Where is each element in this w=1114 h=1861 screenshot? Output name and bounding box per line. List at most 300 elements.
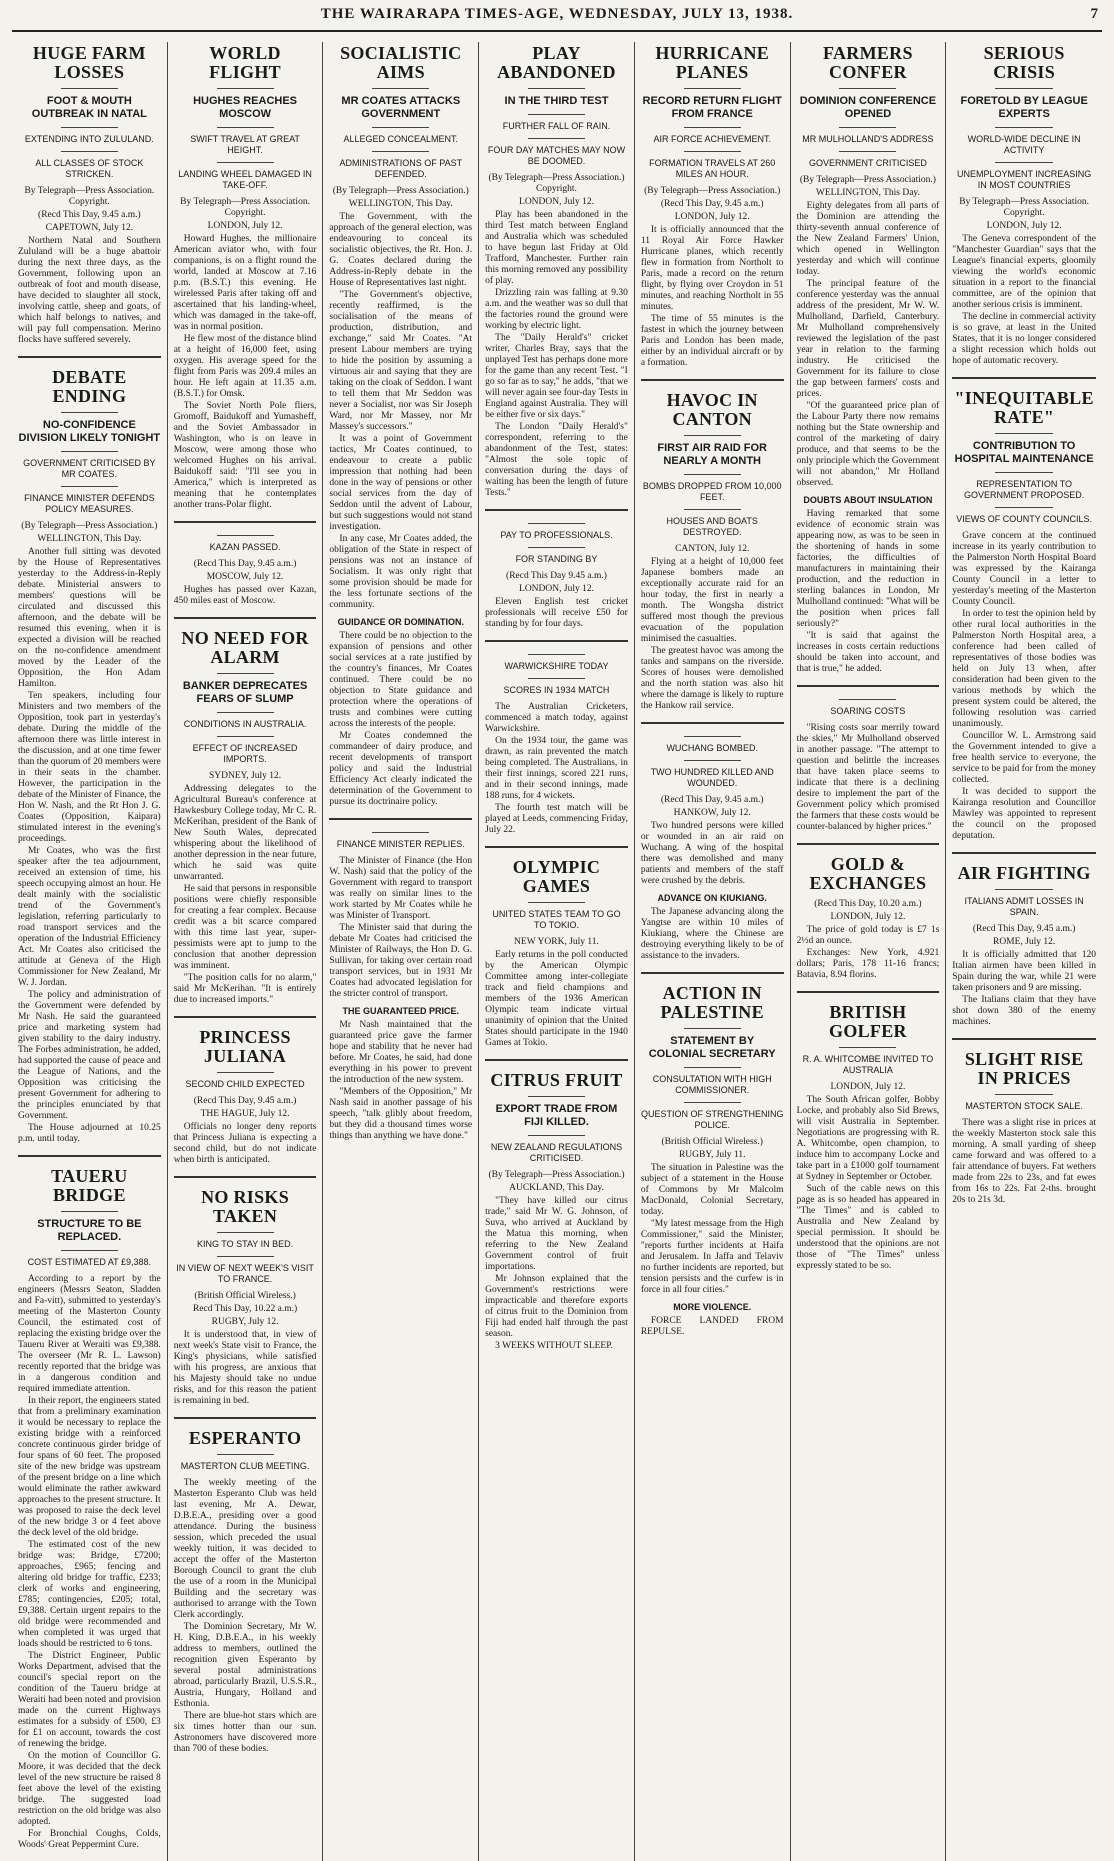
article-deck: MR COATES ATTACKS GOVERNMENT xyxy=(341,95,461,120)
headline-rule xyxy=(684,435,741,436)
paragraph: "The position calls for no alarm," said Mr McKerihan. "It is entirely due to increased imports." xyxy=(173,973,317,1005)
article-body xyxy=(329,212,472,808)
paragraph: Eleven English test cricket professionals will receive £50 for standing by for four days. xyxy=(485,597,628,629)
paragraph: Drizzling rain was falling at 9.30 a.m. and the weather was so dull that the factories round the ground were working by electric light. xyxy=(485,288,628,331)
article-body xyxy=(952,531,1096,842)
article-headline: PRINCESS JULIANA xyxy=(199,1027,291,1066)
subdeck-rule xyxy=(372,127,429,128)
article xyxy=(952,1038,1096,1206)
paragraph: Grave concern at the continued increase in its yearly contribution to the Palmerston North Hospital Board was expressed by the Kairanga County Council in a letter to yesterday's meeting of the Masterton County Council. xyxy=(952,531,1096,607)
subdeck-rule xyxy=(372,151,429,152)
subdeck-rule xyxy=(839,1047,896,1048)
paragraph: The greatest havoc was among the tanks and sampans on the riverside. Scores of houses were demolished and the north station was also hit where the damage is likely to rupture the Hankow rail service. xyxy=(640,646,784,711)
article-headline: SERIOUS CRISIS xyxy=(983,43,1065,82)
paragraph: Having remarked that some evidence of economic strain was appearing now, as was to be seen in the shortening of hands in some factories, the difficulties of manufacturers in maintaining their production, and the reduction in sterling balances in London, Mr Mulholland continued: "What will be the position when prices fall seriously?" xyxy=(796,509,940,629)
article-headline: GOLD & EXCHANGES xyxy=(809,854,927,893)
article xyxy=(641,44,784,369)
article xyxy=(641,722,784,962)
article-dateline: AUCKLAND, This Day. xyxy=(509,1183,604,1193)
column-5 xyxy=(635,42,791,1861)
article-subdeck: SCORES IN 1934 MATCH xyxy=(503,685,610,695)
article-dateline: By Telegraph—Press Association. Copyright. xyxy=(24,186,155,207)
article-subdeck: AIR FORCE ACHIEVEMENT. xyxy=(653,134,771,144)
article-subdeck: MASTERTON STOCK SALE. xyxy=(965,1101,1083,1111)
subdeck-rule xyxy=(217,162,274,163)
subdeck-rule xyxy=(217,712,274,713)
article-dateline: (By Telegraph—Press Association.) xyxy=(488,1170,625,1180)
headline-rule xyxy=(995,433,1052,434)
article-dateline: (Recd This Day, 10.20 a.m.) xyxy=(814,899,922,909)
subdeck-rule xyxy=(684,1102,741,1103)
article-body xyxy=(797,1095,940,1272)
article xyxy=(485,44,628,499)
paragraph: Hughes has passed over Kazan, 450 miles east of Moscow. xyxy=(173,585,317,606)
article-headline: NO RISKS TAKEN xyxy=(201,1187,290,1226)
article-subdeck: CONSULTATION WITH HIGH COMMISSIONER. xyxy=(652,1074,772,1095)
article-headline: WORLD FLIGHT xyxy=(209,43,281,82)
article-subdeck: WARWICKSHIRE TODAY xyxy=(504,661,609,671)
article-body xyxy=(797,201,940,675)
paragraph: Another full sitting was devoted by the House of Representatives yesterday to the Address-in-Reply debate. Ministerial answers to members' questions will be circulated and discussed this afternoon, and the debate will be resumed this evening, when it is expected a division will be reached on the no-confidence amendment moved by the Leader of the Opposition, the Hon Adam Hamilton. xyxy=(18,547,161,689)
article-body xyxy=(174,1122,317,1166)
article-headline: FARMERS CONFER xyxy=(823,43,913,82)
article-deck: RECORD RETURN FLIGHT FROM FRANCE xyxy=(642,95,782,120)
article-subdeck: TWO HUNDRED KILLED AND WOUNDED. xyxy=(650,767,774,788)
article-dateline: WELLINGTON, This Day. xyxy=(815,188,920,198)
article-subdeck: KAZAN PASSED. xyxy=(209,542,281,552)
article-headline: TAUERU BRIDGE xyxy=(51,1166,128,1205)
article-dateline: HANKOW, July 12. xyxy=(673,808,751,818)
article xyxy=(485,1059,628,1352)
subdeck-rule xyxy=(684,1067,741,1068)
article-dateline: (Recd This Day, 9.45 a.m.) xyxy=(972,924,1076,934)
subdeck-rule xyxy=(839,151,896,152)
paragraph: Eighty delegates from all parts of the Dominion are attending the thirty-seventh annual conference of the New Zealand Farmers' Union, which opened in Wellington yesterday and which will continue today. xyxy=(796,201,940,277)
article-dateline: RUGBY, July 12. xyxy=(211,1317,279,1327)
paragraph: The South African golfer, Bobby Locke, and probably also Sid Brews, will visit Australia in September. Negotiations are progressing with R. A. Whitcombe, open champion, to induce him to accompany Locke and take part in a £1000 golf tournament at Sydney in September or October. xyxy=(796,1095,940,1182)
paragraph: The District Engineer, Public Works Department, advised that the council's special report on the condition of the Taueru bridge at Weraiti had been noted and provision made on the current Highways estimates for a subsidy of £500, £3 for £1 on account, towards the cost of renewing the bridge. xyxy=(18,1651,161,1749)
subdeck-rule xyxy=(995,507,1052,508)
paragraph: 3 WEEKS WITHOUT SLEEP. xyxy=(495,1341,613,1351)
paragraph: Early returns in the poll conducted by the American Olympic Committee among inter-collegiate track and field champions and members of the 1936 American Olympic team indicate virtual unanimity of opinion that the United States should participate in the 1940 Games at Tokio. xyxy=(485,950,628,1048)
paragraph: The London "Daily Herald's" correspondent, referring to the abandonment of the Test, states: "Almost the sole topic of conversation during the days of waiting has been the length of future Tests." xyxy=(485,422,628,498)
article-body xyxy=(485,950,628,1049)
paragraph: "The Government's objective, recently reaffirmed, is the socialisation of the means of production, distribution, and exchange," said Mr Coates. "At present Labour members are trying to hide the position by assuming a virtuous air and saying that they are taking on the cloak of Seddon. I want to tell them that Mr Seddon was never a Socialist, nor was Sir Joseph Ward, nor Mr Massey, nor Mr Massey's successors." xyxy=(329,290,473,432)
article xyxy=(18,1155,161,1851)
article-headline: ACTION IN PALESTINE xyxy=(660,983,764,1022)
subdeck-rule xyxy=(995,889,1052,890)
article xyxy=(174,617,317,1006)
article-subdeck: VIEWS OF COUNTY COUNCILS. xyxy=(956,514,1093,524)
article-subdeck: COST ESTIMATED AT £9,388. xyxy=(27,1257,152,1267)
article xyxy=(329,44,472,808)
headline-rule xyxy=(528,88,585,89)
paragraph: The time of 55 minutes is the fastest in which the journey between Paris and London has been made, either by an individual aircraft or by a formation. xyxy=(640,314,784,368)
subdeck-rule xyxy=(217,1256,274,1257)
subdeck-rule xyxy=(61,127,118,128)
paragraph: There could be no objection to the expansion of pensions and other social services at a rate justified by the country's finances, Mr Coates continued. There could be no objection to State guidance and protection where the operations of trusts and combines were cutting across the interests of the people. xyxy=(329,631,473,729)
article-headline: NO NEED FOR ALARM xyxy=(181,628,309,667)
masthead xyxy=(12,6,1102,32)
paragraph: The weekly meeting of the Masterton Esperanto Club was held last evening, Mr A. Dewar, D.B.E.A., presiding over a good attendance. During the business session, which preceded the usual weekly tuition, it was decided to accept the offer of the Masterton Borough Council to grant the club the use of a room in the Municipal Building and the secretary was authorised to arrange with the Town Clerk accordingly. xyxy=(173,1478,317,1620)
article xyxy=(797,991,940,1272)
subdeck-rule xyxy=(528,138,585,139)
article-subdeck: REPRESENTATION TO GOVERNMENT PROPOSED. xyxy=(963,479,1085,500)
headline-rule xyxy=(684,1028,741,1029)
column-2 xyxy=(168,42,324,1861)
article-dateline: SYDNEY, July 12. xyxy=(208,771,282,781)
article-body xyxy=(952,950,1096,1028)
paragraph: It is understood that, in view of next week's State visit to France, the King's physicians, while satisfied with his progress, are anxious that his Majesty should take no undue risks, and for this reason the patient is remaining in bed. xyxy=(173,1330,317,1406)
paragraph: Addressing delegates to the Agricultural Bureau's conference at Hawkesbury College today, Mr C. R. McKerihan, president of the Bank of New South Wales, deprecated whispering about the likelihood of another depression in the near future, which he said was quite unwarranted. xyxy=(173,784,317,882)
article-dateline: MOSCOW, July 12. xyxy=(206,572,284,582)
article-deck: IN THE THIRD TEST xyxy=(504,95,609,107)
paragraph: "They have killed our citrus trade," said Mr W. G. Johnson, of Suva, who arrived at Auckland by the Matua this morning, when referring to the New Zealand Government control of fruit importations. xyxy=(485,1196,628,1272)
paragraph: The House adjourned at 10.25 p.m. until today. xyxy=(18,1123,161,1144)
subdeck-rule xyxy=(684,127,741,128)
article-subdeck: WUCHANG BOMBED. xyxy=(666,743,758,753)
article-dateline: (Recd This Day, 9.45 a.m.) xyxy=(660,795,764,805)
article-headline: HAVOC IN CANTON xyxy=(666,390,758,429)
paragraph: On the 1934 tour, the game was drawn, as rain prevented the match being completed. The Australians, in their first innings, scored 221 runs, and in their second innings, made 188 runs, for 4 wickets. xyxy=(485,736,628,801)
article-deck: STRUCTURE TO BE REPLACED. xyxy=(37,1218,142,1243)
article-dateline: By Telegraph—Press Association. Copyright. xyxy=(180,197,310,218)
article-body xyxy=(641,1163,784,1338)
paragraph: "Of the guaranteed price plan of the Labour Party there now remains nothing but the State ownership and control of the marketing of dairy produce, and that seems to be the only principle which the Government will not abandon," Mr Holland observed. xyxy=(796,401,940,488)
subdeck-rule xyxy=(995,472,1052,473)
article-body xyxy=(485,210,628,499)
article-body xyxy=(174,234,317,511)
article xyxy=(18,44,161,346)
subdeck-rule xyxy=(839,127,896,128)
article-subdeck: WORLD-WIDE DECLINE IN ACTIVITY xyxy=(967,134,1081,155)
headline-rule xyxy=(217,673,274,674)
article-subdeck: ITALIANS ADMIT LOSSES IN SPAIN. xyxy=(964,896,1084,917)
subdeck-rule xyxy=(528,678,585,679)
article-body xyxy=(485,597,628,630)
subdeck-rule xyxy=(372,832,429,833)
article-dateline: (Recd This Day, 9.45 a.m.) xyxy=(38,210,141,220)
paragraph: The Japanese advancing along the Yangtse are within 10 miles of Kiukiang, where the Chinese are destroying everything likely to be of assistance to the invaders. xyxy=(640,907,784,961)
paragraph: Play has been abandoned in the third Test match between England and Australia which was scheduled to have begun last Friday at Old Trafford, Manchester. Further rain this morning removed any possibility of play. xyxy=(485,210,628,286)
paragraph: Mr Coates, who was the first speaker after the tea adjournment, received an extension of time, his speech occupying almost an hour. He dealt mainly with the socialistic trend of the Government's legislation, referring particularly to road transport services and the operation of the Industrial Efficiency Act. Mr Coates also criticised the attitude at Geneva of the High Commissioner for New Zealand, Mr W. J. Jordan. xyxy=(18,846,161,988)
article-deck: NO-CONFIDENCE DIVISION LIKELY TONIGHT xyxy=(18,419,161,444)
article-headline: PLAY ABANDONED xyxy=(497,43,616,82)
article-headline: ESPERANTO xyxy=(188,1428,302,1448)
subdeck-rule xyxy=(684,760,741,761)
paragraph: "It is said that against the increases in costs certain reductions should be taken into account, and that is true," he added. xyxy=(796,631,940,674)
article xyxy=(329,818,472,1142)
subdeck-rule xyxy=(217,1232,274,1233)
subdeck-rule xyxy=(217,736,274,737)
paragraph: It is officially announced that the 11 Royal Air Force Hawker Hurricane planes, which recently flew in formation from Northolt to Paris, made a record on the return flight, by flying over Croydon in 51 minutes, and reaching Northolt in 55 minutes. xyxy=(640,225,784,312)
subdeck-rule xyxy=(995,162,1052,163)
article-subdeck: ADMINISTRATIONS OF PAST DEFENDED. xyxy=(339,158,463,179)
article-subdeck: FINANCE MINISTER REPLIES. xyxy=(336,839,465,849)
column-3 xyxy=(323,42,479,1861)
subdeck-rule xyxy=(995,127,1052,128)
paragraph: Northern Natal and Southern Zululand will be a huge abattoir during the next three days, as the Government, following upon an outbreak of foot and mouth disease, have decided to slaughter all stock, involving cattle, sheep and goats, of which half belongs to natives, and will pay full compensation. Merino flocks have suffered severely. xyxy=(18,236,161,345)
subdeck-rule xyxy=(684,736,741,737)
article-dateline: WELLINGTON, This Day. xyxy=(348,199,453,209)
paragraph: The Italians claim that they have shot down 380 of the enemy machines. xyxy=(952,995,1096,1027)
article-deck: STATEMENT BY COLONIAL SECRETARY xyxy=(648,1035,776,1060)
article xyxy=(174,1176,317,1407)
subdeck-rule xyxy=(61,151,118,152)
article-dateline: (Recd This Day, 9.45 a.m.) xyxy=(193,559,297,569)
article-dateline: LONDON, July 12. xyxy=(519,197,594,207)
article-dateline: NEW YORK, July 11. xyxy=(514,937,599,947)
article-deck: DOMINION CONFERENCE OPENED xyxy=(799,95,937,120)
article-dateline: LONDON, July 12. xyxy=(207,221,283,231)
article xyxy=(641,379,784,712)
paragraph: There was a slight rise in prices at the weekly Masterton stock sale this morning. A small yarding of sheep came forward and was offered to a fair attendance of buyers. Fat wethers made from 22s to 23s, and fat ewes from 16s to 22s. Fat 2-ths. brought 20s to 21s 3d. xyxy=(952,1118,1096,1205)
subdeck-rule xyxy=(217,127,274,128)
article xyxy=(174,1417,317,1755)
paragraph: The Minister of Finance (the Hon W. Nash) said that the policy of the Government with regard to transport was really on similar lines to the work started by Mr Coates while he was Minister of Transport. xyxy=(329,856,473,921)
paragraph: The Minister said that during the debate Mr Coates had criticised the Minister of Railways, the Hon D. G. Sullivan, for taking over certain road transport services, but in 1931 Mr Coates had advocated legislation for the stricter control of transport. xyxy=(329,923,473,999)
paragraph: According to a report by the engineers (Messrs Seaton, Sladden and Fa-vitt), submitted to yesterday's meeting of the Masterton County Council, the estimated cost of replacing the existing bridge over the Taueru River at Weraiti was £9,388. The overseer (Mr R. L. Lawson) recently reported that the bridge was in a dangerous condition and required immediate attention. xyxy=(18,1274,161,1394)
article-body xyxy=(174,1330,317,1407)
paragraph: In order to test the opinion held by other rural local authorities in the Palmerston North Hospital area, a conference had been called of representatives of those bodies was held on July 13 when, after consideration had been given to the various methods by which the present system could be altered, the following resolution was carried unanimously. xyxy=(952,609,1096,729)
article-subdeck: MR MULHOLLAND'S ADDRESS xyxy=(802,134,934,144)
paragraph: The fourth test match will be played at Leeds, commencing Friday, July 22. xyxy=(485,803,628,835)
headline-rule xyxy=(61,1211,118,1212)
article-dateline: WELLINGTON, This Day. xyxy=(37,534,142,544)
article-dateline: THE HAGUE, July 12. xyxy=(200,1109,290,1119)
article-headline: SLIGHT RISE IN PRICES xyxy=(964,1049,1084,1088)
article-headline: SOCIALISTIC AIMS xyxy=(340,43,462,82)
page-number: 7 xyxy=(1090,6,1098,22)
article-dateline: (Recd This Day, 9.45 a.m.) xyxy=(660,199,764,209)
subdeck-rule xyxy=(528,1135,585,1136)
headline-rule xyxy=(684,88,741,89)
paragraph: Mr Nash maintained that the guaranteed price gave the farmer hope and stability that he never had before. Mr Coates, he said, had done everything in his power to prevent the introduction of the new system. xyxy=(329,1020,473,1085)
article-subdeck: R. A. WHITCOMBE INVITED TO AUSTRALIA xyxy=(802,1054,934,1075)
article-body xyxy=(18,547,161,1145)
article xyxy=(952,852,1096,1028)
paragraph: The Geneva correspondent of the "Manchester Guardian" says that the League's financial experts, gloomily viewing the world's economic situation in a report to the financial committee, are of the opinion that another serious crisis is imminent. xyxy=(952,234,1096,310)
article-dateline: (By Telegraph—Press Association.) xyxy=(799,175,936,185)
article xyxy=(485,846,628,1049)
article-subdeck: FINANCE MINISTER DEFENDS POLICY MEASURES. xyxy=(24,493,155,514)
column-4 xyxy=(479,42,635,1861)
crosshead: DOUBTS ABOUT INSULATION xyxy=(803,495,933,505)
masthead-title: THE WAIRARAPA TIMES-AGE, WEDNESDAY, JULY 13, 1938. xyxy=(320,6,794,22)
column-7 xyxy=(946,42,1102,1861)
article-deck: FOOT & MOUTH OUTBREAK IN NATAL xyxy=(31,95,147,120)
headline-rule xyxy=(372,88,429,89)
article-subdeck: QUESTION OF STRENGTHENING POLICE. xyxy=(640,1109,784,1130)
article-subdeck: MASTERTON CLUB MEETING. xyxy=(180,1461,310,1471)
article-subdeck: SWIFT TRAVEL AT GREAT HEIGHT. xyxy=(190,134,300,155)
paragraph: FORCE LANDED FROM REPULSE. xyxy=(640,1316,784,1337)
paragraph: Howard Hughes, the millionaire American aviator who, with four companions, is on a flight round the world, landed at Moscow at 7.16 p.m. (B.S.T.) this evening. He wirelessed Paris after taking off and ascertained that his landing-wheel, which was damaged in the take-off, was in normal position. xyxy=(173,234,317,332)
article-body xyxy=(485,1196,628,1352)
article xyxy=(952,44,1096,367)
article-subdeck: EFFECT OF INCREASED IMPORTS. xyxy=(192,743,298,764)
article-headline: OLYMPIC GAMES xyxy=(512,857,601,896)
paragraph: It is officially admitted that 120 Italian airmen have been killed in Spain during the war, while 21 were taken prisoners and 9 are missing. xyxy=(952,950,1096,993)
headline-rule xyxy=(61,412,118,413)
subdeck-rule xyxy=(217,535,274,536)
subdeck-rule xyxy=(528,547,585,548)
paragraph: It was a point of Government tactics, Mr Coates continued, to endeavour to create a public impression that nothing had been done in the way of pensions or other social services from the day of Seddon until the advent of Labour, but such suggestions would not stand investigation. xyxy=(329,434,473,532)
article-subdeck: UNEMPLOYMENT INCREASING IN MOST COUNTRIES xyxy=(956,169,1092,190)
article xyxy=(641,972,784,1338)
article-subdeck: UNITED STATES TEAM TO GO TO TOKIO. xyxy=(492,909,621,930)
article-dateline: LONDON, July 12. xyxy=(830,912,906,922)
subdeck-rule xyxy=(684,474,741,475)
article-subdeck: ALL CLASSES OF STOCK STRICKEN. xyxy=(35,158,144,179)
article-headline: HURRICANE PLANES xyxy=(655,43,770,82)
article xyxy=(174,521,317,607)
article-body xyxy=(641,821,784,962)
article-dateline: By Telegraph—Press Association. Copyright. xyxy=(959,197,1090,218)
article xyxy=(485,640,628,836)
paragraph: On the motion of Councillor G. Moore, it was decided that the deck level of the new structure be raised 8 feet above the level of the existing bridge. The suggested load restriction on the old bridge was also adopted. xyxy=(18,1751,161,1827)
paragraph: The Government, with the approach of the general election, was endeavouring to conceal its socialistic objectives, the Rt. Hon. J. G. Coates declared during the Address-in-Reply debate in the House of Representatives last night. xyxy=(329,212,473,288)
paragraph: The Australian Cricketers, commenced a match today, against Warwickshire. xyxy=(485,702,628,734)
article-subdeck: FOR STANDING BY xyxy=(515,554,598,564)
article-dateline: (British Official Wireless.) xyxy=(194,1291,296,1301)
subdeck-rule xyxy=(217,1454,274,1455)
article-body xyxy=(641,225,784,369)
paragraph: Councillor W. L. Armstrong said the Government intended to give a free health service to everyone, the service to be paid for from the money collected. xyxy=(952,731,1096,785)
article-dateline: (British Official Wireless.) xyxy=(661,1137,763,1147)
article-dateline: LONDON, July 12. xyxy=(986,221,1062,231)
paragraph: He said that persons in responsible positions were chiefly responsible for creating a fear complex. Because credit was a bit scarce compared with this time last year, super-pessimists were apt to jump to the conclusion that another depression was imminent. xyxy=(173,884,317,971)
article-deck: FIRST AIR RAID FOR NEARLY A MONTH xyxy=(657,442,767,467)
paragraph: Officials no longer deny reports that Princess Juliana is expecting a second child, but do not indicate when birth is anticipated. xyxy=(173,1122,317,1165)
subdeck-rule xyxy=(528,114,585,115)
article-dateline: (Recd This Day 9.45 a.m.) xyxy=(506,571,607,581)
article-dateline: RUGBY, July 11. xyxy=(678,1150,746,1160)
article-deck: HUGHES REACHES MOSCOW xyxy=(193,95,298,120)
article xyxy=(18,356,161,1145)
headline-rule xyxy=(61,88,118,89)
article-subdeck: KING TO STAY IN BED. xyxy=(196,1239,294,1249)
paragraph: The situation in Palestine was the subject of a statement in the House of Commons by Mr Malcolm MacDonald, Colonial Secretary, today. xyxy=(640,1163,784,1217)
paragraph: The estimated cost of the new bridge was: Bridge, £7200; approaches, £965; fencing and altering old bridge for traffic, £233; clerk of works and engineering, £785; contingencies, £205; total, £9,388. Certain urgent repairs to the old bridge were recommended and when completed it was urged that loads should be restricted to 6 tons. xyxy=(18,1540,161,1649)
columns xyxy=(12,42,1102,1850)
article-dateline: LONDON, July 12. xyxy=(519,584,594,594)
paragraph: Such of the cable news on this page as is so headed has appeared in "The Times" and is cabled to Australia and New Zealand by special permission. It should be understood that the opinions are not those of "The Times" unless expressly stated to be so. xyxy=(796,1184,940,1271)
article xyxy=(174,44,317,511)
paragraph: The policy and administration of the Government were defended by Mr Nash. He said the guaranteed price and marketing system had given stability to the dairy industry. The Forbes administration, he added, had supported the cause of peace and the League of Nations, and the Opposition was criticising the present Government for adhering to the principles enunciated by that Government. xyxy=(18,990,161,1121)
article xyxy=(797,843,940,981)
article-body xyxy=(174,585,317,607)
article-subdeck: GOVERNMENT CRITICISED xyxy=(809,158,927,168)
article-dateline: (By Telegraph—Press Association.) xyxy=(21,521,158,531)
article-subdeck: ALLEGED CONCEALMENT. xyxy=(343,134,459,144)
article-body xyxy=(797,925,940,981)
article-body xyxy=(952,1118,1096,1206)
article-deck: FORETOLD BY LEAGUE EXPERTS xyxy=(960,95,1088,120)
article-subdeck: HOUSES AND BOATS DESTROYED. xyxy=(666,516,758,537)
article-body xyxy=(174,1478,317,1755)
article-subdeck: GOVERNMENT CRITICISED BY MR COATES. xyxy=(23,458,156,479)
article-dateline: (By Telegraph—Press Association.) xyxy=(332,186,469,196)
article-subdeck: BOMBS DROPPED FROM 10,000 FEET. xyxy=(642,481,782,502)
article-subdeck: EXTENDING INTO ZULULAND. xyxy=(24,134,154,144)
column-6 xyxy=(791,42,947,1861)
article-body xyxy=(18,1274,161,1851)
article-subdeck: FOUR DAY MATCHES MAY NOW BE DOOMED. xyxy=(487,145,626,166)
subdeck-rule xyxy=(995,1094,1052,1095)
paragraph: Flying at a height of 10,000 feet Japanese bombers made an exceptionally accurate raid for an hour today, the first in nearly a month. The Wongsha district suffered most though the previous evacuation of the population minimised the casualties. xyxy=(640,557,784,644)
paragraph: Two hundred persons were killed or wounded in an air raid on Wuchang. A wing of the hospital there was demolished and many patients and members of the staff were crushed by the debris. xyxy=(640,821,784,886)
article-dateline: (By Telegraph—Press Association.) Copyright. xyxy=(488,173,625,194)
paragraph: Mr Coates condemned the commandeer of dairy produce, and recent developments of transport policy and said the Industrial Efficiency Act clearly indicated the determination of the Government to pursue its doctrinaire policy. xyxy=(329,731,473,807)
paragraph: The price of gold today is £7 1s 2½d an ounce. xyxy=(796,925,940,946)
article-subdeck: NEW ZEALAND REGULATIONS CRITICISED. xyxy=(490,1142,623,1163)
article xyxy=(485,509,628,630)
article-headline: "INEQUITABLE RATE" xyxy=(954,388,1094,427)
article-subdeck: SOARING COSTS xyxy=(830,706,906,716)
paragraph: "Members of the Opposition," Mr Nash said in another passage of his speech, "talk glibly about freedom, but they did a thousand times worse things than anything we have done." xyxy=(329,1087,473,1141)
article xyxy=(174,1016,317,1166)
article-headline: HUGE FARM LOSSES xyxy=(32,43,146,82)
article-body xyxy=(329,856,472,1142)
article-deck: CONTRIBUTION TO HOSPITAL MAINTENANCE xyxy=(954,440,1094,465)
article-dateline: (By Telegraph—Press Association.) xyxy=(644,186,781,196)
article-subdeck: FORMATION TRAVELS AT 260 MILES AN HOUR. xyxy=(649,158,776,179)
subdeck-rule xyxy=(528,523,585,524)
article-dateline: LONDON, July 12. xyxy=(830,1082,906,1092)
article-subdeck: CONDITIONS IN AUSTRALIA. xyxy=(183,719,307,729)
crosshead: GUIDANCE OR DOMINATION. xyxy=(337,617,464,627)
headline-rule xyxy=(839,88,896,89)
article-dateline: LONDON, July 12. xyxy=(674,212,750,222)
article-body xyxy=(18,236,161,346)
subdeck-rule xyxy=(217,1072,274,1073)
article-body xyxy=(952,234,1096,367)
article-headline: DEBATE ENDING xyxy=(52,367,127,406)
article-dateline: CAPETOWN, July 12. xyxy=(45,223,134,233)
article-dateline: Recd This Day, 10.22 a.m.) xyxy=(192,1304,298,1314)
subdeck-rule xyxy=(528,654,585,655)
article-body xyxy=(485,702,628,836)
article-deck: EXPORT TRADE FROM FIJI KILLED. xyxy=(495,1103,618,1128)
article-headline: AIR FIGHTING xyxy=(957,863,1091,883)
article xyxy=(952,377,1096,842)
crosshead: THE GUARANTEED PRICE. xyxy=(342,1006,460,1016)
article-dateline: (Recd This Day, 9.45 a.m.) xyxy=(193,1096,297,1106)
paragraph: There are blue-hot stars which are six times hotter than our sun. Astronomers have discovered more than 700 of these bodies. xyxy=(173,1711,317,1754)
paragraph: The Dominion Secretary, Mr W. H. King, D.B.E.A., in his weekly address to members, outlined the recognition given Esperanto by several postal administrations abroad, particularly Brazil, U.S.S.R., Austria, Hungary, Holland and Esthonia. xyxy=(173,1622,317,1709)
article-dateline: CANTON, July 12. xyxy=(675,544,750,554)
paragraph: "Rising costs soar merrily toward the skies," Mr Mulholland observed in another passage. "The attempt to question and belittle the increases that have taken place seems to indicate that there is a declining desire to implement the part of the Government policy which promised the farmers that these costs would be counter-balanced by higher prices." xyxy=(796,723,940,832)
paragraph: In their report, the engineers stated that from a preliminary examination it would be necessary to replace the existing bridge with a reinforced concrete continuous girder bridge of four spans of 60 feet. The proposed site of the new bridge was upstream of the present bridge on a line which would eliminate the rather awkward approaches to the present structure. It was proposed to raise the deck level of the new bridge 3 or 4 feet above the deck level of the old bridge. xyxy=(18,1396,161,1538)
paragraph: It was decided to support the Kairanga resolution and Councillor Mawley was appointed to represent the council on the proposed deputation. xyxy=(952,787,1096,841)
article-dateline: ROME, July 12. xyxy=(992,937,1056,947)
article-deck: BANKER DEPRECATES FEARS OF SLUMP xyxy=(182,680,308,705)
article-subdeck: LANDING WHEEL DAMAGED IN TAKE-OFF. xyxy=(178,169,312,190)
article-body xyxy=(641,557,784,712)
crosshead: MORE VIOLENCE. xyxy=(673,1302,752,1312)
subdeck-rule xyxy=(61,486,118,487)
article xyxy=(797,44,940,675)
subdeck-rule xyxy=(61,1250,118,1251)
paragraph: For Bronchial Coughs, Colds, Woods' Great Peppermint Cure. xyxy=(18,1829,161,1850)
paragraph: The Soviet North Pole fliers, Gromoff, Baidukoff and Yumasheff, and the Soviet Ambassador in Washington, who is on leave in Moscow, were among those who welcomed Hughes on his arrival. Baidukoff said: "I'll see you in America," which is interpreted as meaning that he contemplates another trans-Polar flight. xyxy=(173,401,317,510)
article-subdeck: IN VIEW OF NEXT WEEK'S VISIT TO FRANCE. xyxy=(176,1263,314,1284)
headline-rule xyxy=(528,1096,585,1097)
crosshead: ADVANCE ON KIUKIANG. xyxy=(657,893,767,903)
paragraph: The principal feature of the conference yesterday was the annual address of the president, Mr W. W. Mulholland, Darfield, Canterbury. Mr Mulholland comprehensively reviewed the legislation of the past year in relation to the farming industry. He criticised the Government for its failure to close the gap between farmers' costs and prices. xyxy=(796,279,940,399)
article-headline: BRITISH GOLFER xyxy=(829,1002,907,1041)
